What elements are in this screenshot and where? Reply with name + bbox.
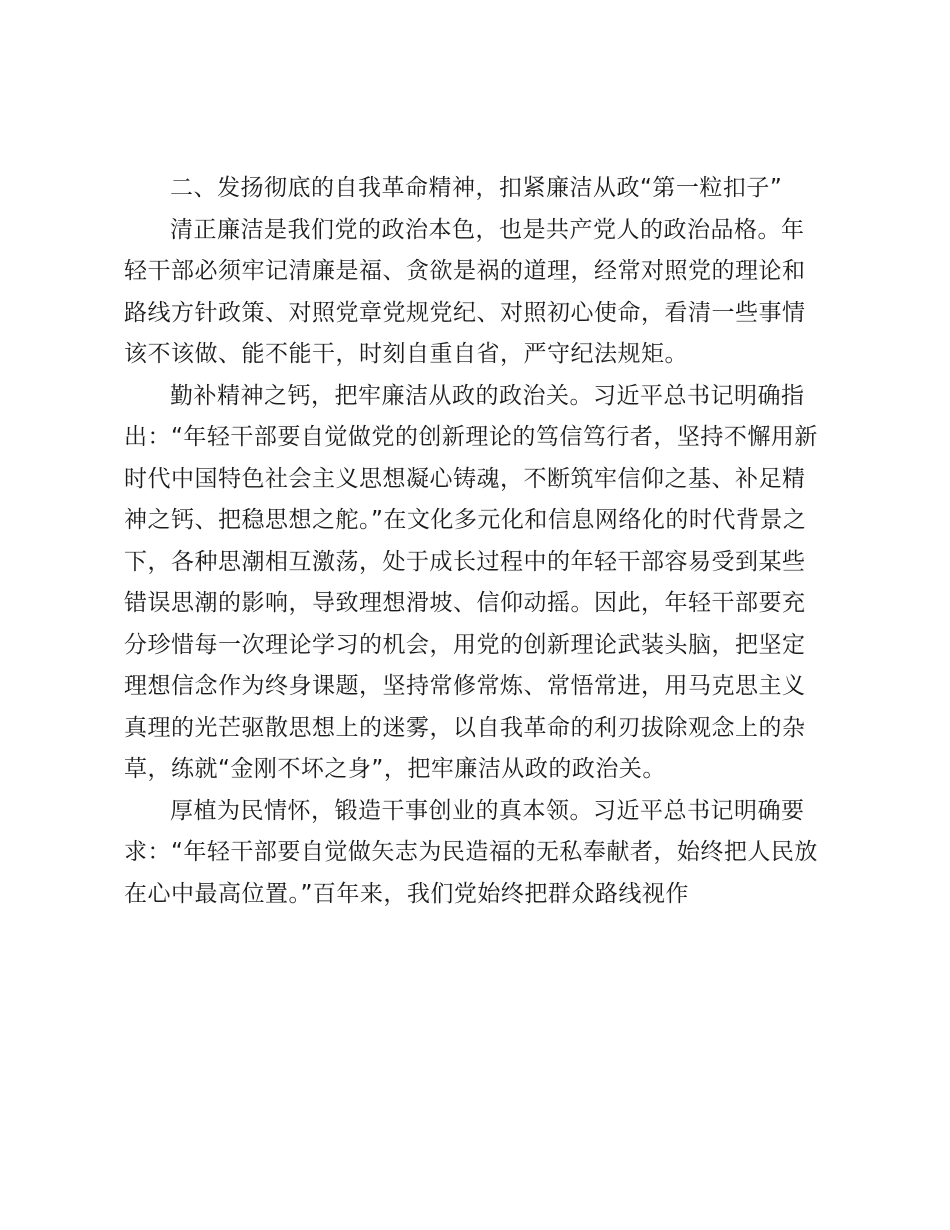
paragraph-spirit: 勤补精神之钙，把牢廉洁从政的政治关。习近平总书记明确指出：“年轻干部要自觉做党的创新理论的笃信笃行者，坚持不懈用新时代中国特色社会主义思想凝心铸魂，不断筑牢信仰之基、补足精神之钙、把稳思想之舵。”在文化多元化和信息网络化的时代背景之下，各种思潮相互激荡，处于成长过程中的年轻干部容易受到某些错误思潮的影响，导致理想滑坡、信仰动摇。因此，年轻干部要充分珍惜每一次理论学习的机会，用党的创新理论武装头脑，把坚定理想信念作为终身课题，坚持常修常炼、常悟常进，用马克思主义真理的光芒驱散思想上的迷雾，以自我革命的利刃拔除观念上的杂草，练就“金刚不坏之身”，把牢廉洁从政的政治关。 (124, 382, 818, 782)
paragraph-people: 厚植为民情怀，锻造干事创业的真本领。习近平总书记明确要求：“年轻干部要自觉做矢志为民造福的无私奉献者，始终把人民放在心中最高位置。”百年来，我们党始终把群众路线视作 (124, 797, 818, 907)
paragraph-integrity: 清正廉洁是我们党的政治本色，也是共产党人的政治品格。年轻干部必须牢记清廉是福、贪欲是祸的道理，经常对照党的理论和路线方针政策、对照党章党规党纪、对照初心使命，看清一些事情该不该做、能不能干，时刻自重自省，严守纪法规矩。 (124, 216, 806, 367)
section-heading: 二、发扬彻底的自我革命精神，扣紧廉洁从政“第一粒扣子” (170, 175, 783, 201)
document-body (124, 168, 824, 915)
